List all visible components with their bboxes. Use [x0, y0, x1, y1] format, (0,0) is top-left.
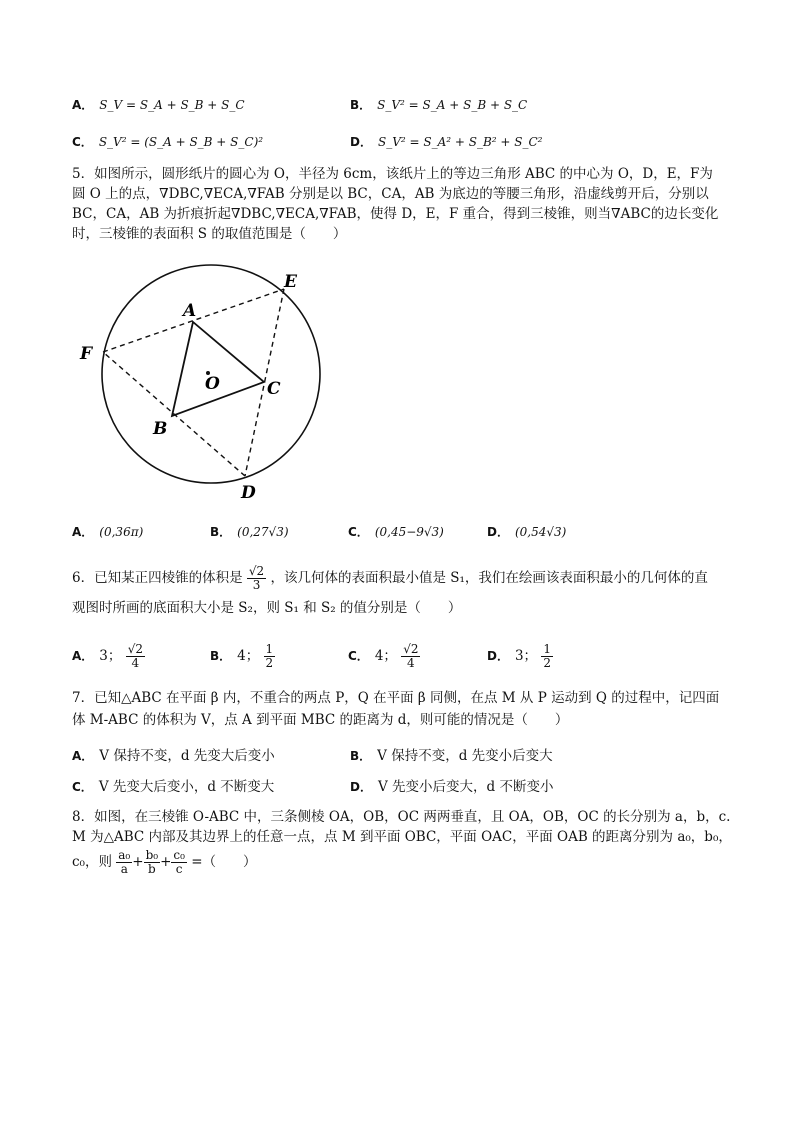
- q8-stem-line1: 8．如图，在三棱锥 O-ABC 中，三条侧棱 OA，OB，OC 两两垂直，且 OA，OB，OC 的长分别为 a，b，c.: [72, 809, 731, 825]
- q5-stem-line4: 时，三棱锥的表面积 S 的取值范围是（ ）: [72, 226, 347, 242]
- label-f: F: [80, 344, 93, 364]
- q4-option-a[interactable]: A． S_V = S_A + S_B + S_C: [72, 98, 245, 112]
- dashed-edge-df: [103, 352, 245, 476]
- q7-option-a[interactable]: A． V 保持不变，d 先变大后变小: [72, 748, 275, 764]
- q6-volume-fraction: $\frac{√2}{3}$: [248, 564, 265, 592]
- q6-stem-line1: 6．已知某正四棱锥的体积是 $\frac{√2}{3}$ ，该几何体的表面积最小值是 S₁，我们在绘画该表面积最小的几何体的直: [72, 564, 708, 592]
- label-b: B: [153, 419, 168, 439]
- q8-stem-line3: c₀，则 $\frac{\text{a₀}}{a}$ + $\frac{\text{b₀}}{b}$ + $\frac{\text{c₀}}{c}$ =（ ）: [72, 848, 257, 876]
- label-a: A: [183, 301, 197, 321]
- q6-stem-line2: 观图时所画的底面积大小是 S₂，则 S₁ 和 S₂ 的值分别是（ ）: [72, 600, 462, 616]
- q5-stem-line1: 5．如图所示，圆形纸片的圆心为 O，半径为 6cm，该纸片上的等边三角形 ABC 的中心为 O，D，E，F为: [72, 166, 713, 182]
- q7-option-c[interactable]: C． V 先变大后变小，d 不断变大: [72, 779, 275, 795]
- q6-option-a[interactable]: A． 3； $\frac{√2}{4}$: [72, 642, 143, 670]
- label-d: D: [241, 483, 256, 503]
- q4-option-b[interactable]: B． S_V² = S_A + S_B + S_C: [350, 98, 528, 112]
- q7-stem-line1: 7．已知△ABC 在平面 β 内，不重合的两点 P，Q 在平面 β 同侧，在点 M 从 P 运动到 Q 的过程中，记四面: [72, 690, 720, 706]
- q8-stem-line2: M 为△ABC 内部及其边界上的任意一点，点 M 到平面 OBC，平面 OAC，平面 OAB 的距离分别为 a₀，b₀，: [72, 829, 732, 845]
- q5-option-d[interactable]: D． (0,54√3): [487, 525, 567, 539]
- q7-option-d[interactable]: D． V 先变小后变大，d 不断变小: [350, 779, 554, 795]
- q7-stem-line2: 体 M-ABC 的体积为 V，点 A 到平面 MBC 的距离为 d，则可能的情况是（ ）: [72, 712, 569, 728]
- q5-option-b[interactable]: B． (0,27√3): [210, 525, 289, 539]
- q6-option-b[interactable]: B． 4； $\frac{1}{2}$: [210, 642, 274, 670]
- label-c: C: [267, 379, 281, 399]
- q5-stem-line3: BC，CA，AB 为折痕折起∇DBC,∇ECA,∇FAB，使得 D，E，F 重合，得到三棱锥，则当∇ABC的边长变化: [72, 206, 719, 222]
- label-e: E: [284, 272, 297, 292]
- q5-figure: [75, 262, 335, 507]
- q5-stem-line2: 圆 O 上的点，∇DBC,∇ECA,∇FAB 分别是以 BC，CA，AB 为底边的等腰三角形，沿虚线剪开后，分别以: [72, 186, 709, 202]
- q7-option-b[interactable]: B． V 保持不变，d 先变小后变大: [350, 748, 553, 764]
- q4-option-c[interactable]: C． S_V² = (S_A + S_B + S_C)²: [72, 135, 264, 149]
- q4-option-d[interactable]: D． S_V² = S_A² + S_B² + S_C²: [350, 135, 543, 149]
- q5-option-a[interactable]: A． (0,36π): [72, 525, 144, 539]
- q5-option-c[interactable]: C． (0,45−9√3): [348, 525, 444, 539]
- label-o: O: [205, 374, 220, 394]
- triangle-abc: [172, 322, 264, 416]
- q6-option-d[interactable]: D． 3； $\frac{1}{2}$: [487, 642, 551, 670]
- q6-option-c[interactable]: C． 4； $\frac{√2}{4}$: [348, 642, 419, 670]
